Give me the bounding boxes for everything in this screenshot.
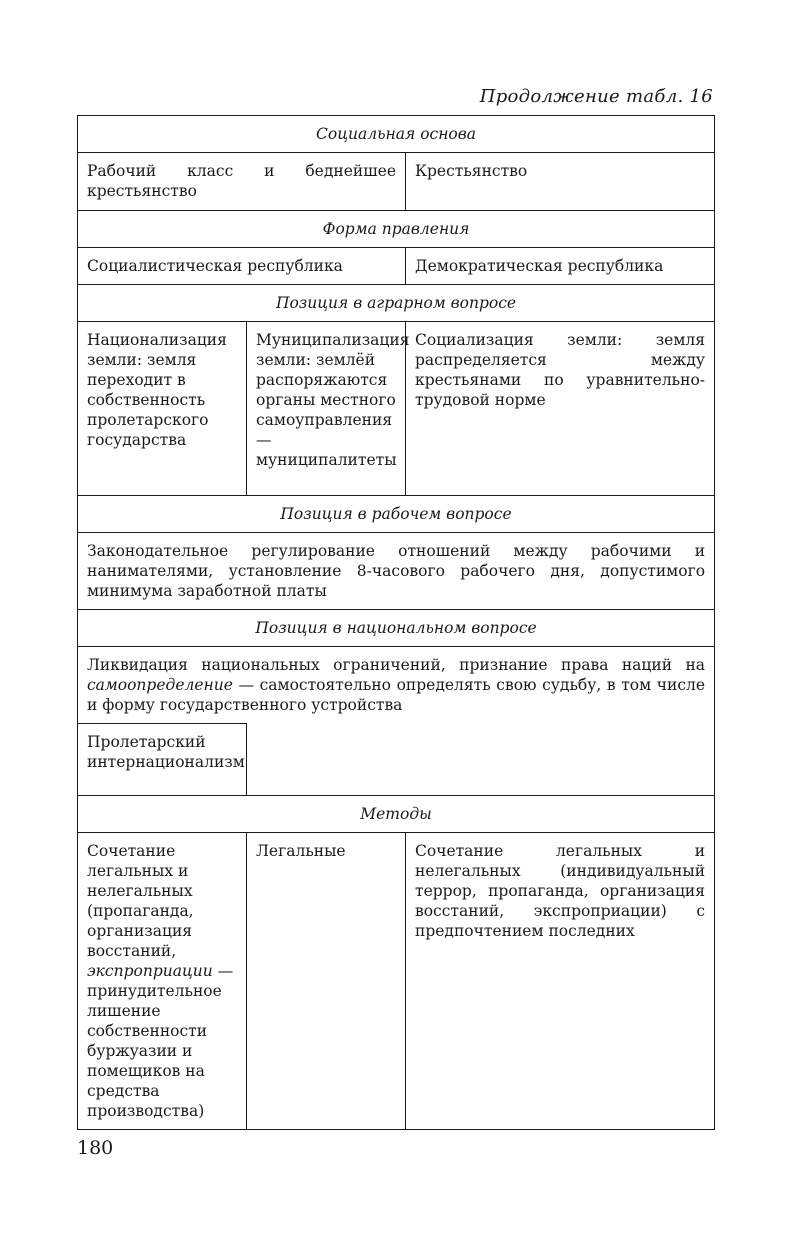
- table-row: [78, 533, 715, 610]
- methods-cell-3: Сочетание легальных и нелегальных (индивидуальный террор, пропаганда, организация восстаний, экспроприации) с предпочтением последних: [406, 833, 715, 1130]
- methods-text-start: Сочетание легальных и нелегальных (пропаганда, организация восстаний,: [87, 842, 194, 960]
- national-cell: [78, 647, 715, 724]
- methods-term: экспроприации: [87, 962, 213, 980]
- labor-heading: Позиция в рабочем вопросе: [78, 496, 715, 533]
- methods-cell-1: [78, 833, 247, 1130]
- national-cell-empty: [247, 724, 715, 796]
- government-form-heading: Форма правления: [78, 211, 715, 248]
- section-header-row: [78, 285, 715, 322]
- section-header-row: [78, 211, 715, 248]
- agrarian-cell-3: Социализация земли: земля распределяется между крестьянами по уравнительно-трудовой норме: [406, 322, 715, 496]
- national-text-end: — самостоятельно определять свою судьбу, в том числе и форму государственного устройства: [87, 676, 706, 714]
- section-header-row: [78, 796, 715, 833]
- table-row: [78, 724, 715, 796]
- table-row: [78, 153, 715, 211]
- national-term: самоопределение: [87, 676, 233, 694]
- social-basis-cell-1: Рабочий класс и беднейшее крестьянство: [78, 153, 406, 211]
- agrarian-cell-1: Национализация земли: земля переходит в собственность пролетарского государства: [78, 322, 247, 496]
- methods-text-end: — принудительное лишение собственности буржуазии и помещиков на средства производства): [87, 962, 234, 1120]
- government-form-cell-2: Демократическая республика: [406, 248, 715, 285]
- section-header-row: [78, 610, 715, 647]
- table-row: [78, 322, 715, 496]
- section-header-row: [78, 496, 715, 533]
- national-text-start: Ликвидация национальных ограничений, признание права наций на: [87, 656, 706, 674]
- table-row: [78, 833, 715, 1130]
- table-continuation-caption: Продолжение табл. 16: [479, 86, 713, 107]
- page-number: 180: [77, 1137, 114, 1159]
- parties-comparison-table: [77, 115, 715, 1130]
- agrarian-cell-2: Муниципализация земли: землёй распоряжаются органы местного самоуправления — муниципалитеты: [247, 322, 406, 496]
- methods-heading: Методы: [78, 796, 715, 833]
- national-heading: Позиция в национальном вопросе: [78, 610, 715, 647]
- social-basis-cell-2: Крестьянство: [406, 153, 715, 211]
- labor-cell: Законодательное регулирование отношений между рабочими и нанимателями, установление 8-часового рабочего дня, допустимого минимума заработной платы: [78, 533, 715, 610]
- social-basis-heading: Социальная основа: [78, 116, 715, 153]
- table-row: [78, 647, 715, 724]
- government-form-cell-1: Социалистическая республика: [78, 248, 406, 285]
- national-cell-1: Пролетарский интернационализм: [78, 724, 247, 796]
- section-header-row: [78, 116, 715, 153]
- agrarian-heading: Позиция в аграрном вопросе: [78, 285, 715, 322]
- table-row: [78, 248, 715, 285]
- methods-cell-2: Легальные: [247, 833, 406, 1130]
